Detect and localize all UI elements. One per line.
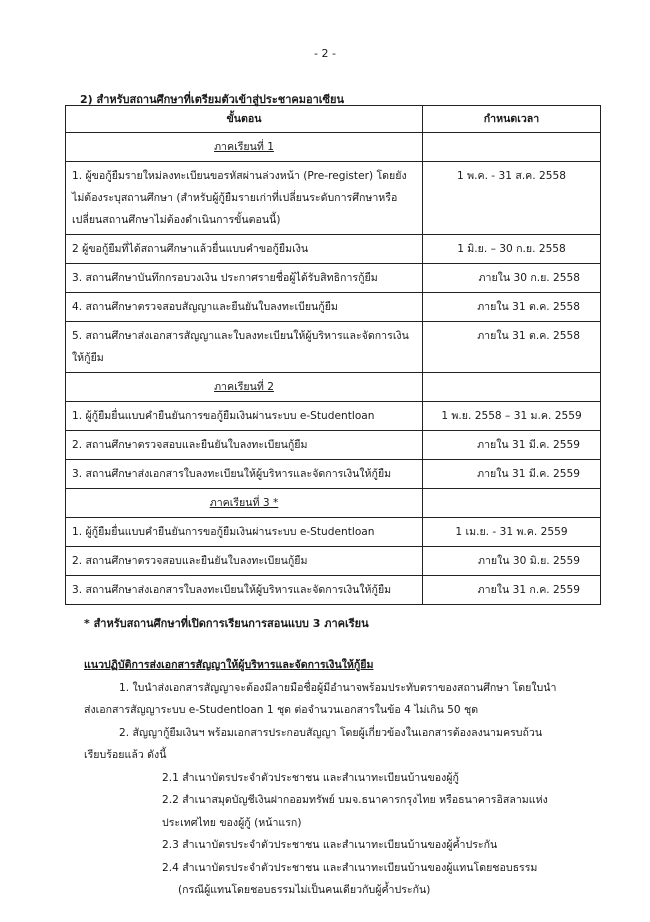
term-row: [66, 133, 601, 162]
step-cell: 1. ผู้กู้ยืมยื่นแบบคำยืนยันการขอกู้ยืมเงินผ่านระบบ e-Studentloan: [66, 402, 423, 431]
step-cell: 5. สถานศึกษาส่งเอกสารสัญญาและใบลงทะเบียนให้ผู้บริหารและจัดการเงินให้กู้ยืม: [66, 322, 423, 373]
time-cell: 1 พ.ย. 2558 – 31 ม.ค. 2559: [423, 402, 601, 431]
page-number: - 2 -: [314, 47, 336, 60]
step-cell: 2. สถานศึกษาตรวจสอบและยืนยันใบลงทะเบียนกู้ยืม: [66, 547, 423, 576]
time-cell: ภายใน 31 มี.ค. 2559: [423, 431, 601, 460]
table-row: [66, 431, 601, 460]
footnote: * สำหรับสถานศึกษาที่เปิดการเรียนการสอนแบบ 3 ภาคเรียน: [84, 617, 369, 630]
table-row: [66, 576, 601, 605]
time-cell: 1 พ.ค. - 31 ส.ค. 2558: [423, 162, 601, 235]
term-title: ภาคเรียนที่ 1: [66, 133, 423, 162]
guidelines-section: [84, 654, 564, 902]
table-row: [66, 460, 601, 489]
guideline-paragraph: 2. สัญญากู้ยืมเงินฯ พร้อมเอกสารประกอบสัญญา โดยผู้เกี่ยวข้องในเอกสารต้องลงนามครบถ้วนเรียบร้อยแล้ว ดังนี้: [84, 726, 543, 761]
step-cell: 3. สถานศึกษาส่งเอกสารใบลงทะเบียนให้ผู้บริหารและจัดการเงินให้กู้ยืม: [66, 576, 423, 605]
table-row: [66, 264, 601, 293]
step-cell: 4. สถานศึกษาตรวจสอบสัญญาและยืนยันใบลงทะเบียนกู้ยืม: [66, 293, 423, 322]
table-row: [66, 162, 601, 235]
time-cell: 1 เม.ย. - 31 พ.ค. 2559: [423, 518, 601, 547]
guideline-subitem: 2.1 สำเนาบัตรประจำตัวประชาชน และสำเนาทะเบียนบ้านของผู้กู้: [162, 771, 459, 784]
guidelines-title: แนวปฏิบัติการส่งเอกสารสัญญาให้ผู้บริหารและจัดการเงินให้กู้ยืม: [84, 659, 374, 671]
term-title: ภาคเรียนที่ 3 *: [66, 489, 423, 518]
header-time: กำหนดเวลา: [423, 106, 601, 133]
step-cell: 3. สถานศึกษาส่งเอกสารใบลงทะเบียนให้ผู้บริหารและจัดการเงินให้กู้ยืม: [66, 460, 423, 489]
step-cell: 2. สถานศึกษาตรวจสอบและยืนยันใบลงทะเบียนกู้ยืม: [66, 431, 423, 460]
term-row: [66, 489, 601, 518]
step-cell: 3. สถานศึกษาบันทึกกรอบวงเงิน ประกาศรายชื่อผู้ได้รับสิทธิการกู้ยืม: [66, 264, 423, 293]
table-row: [66, 322, 601, 373]
table-row: [66, 547, 601, 576]
step-cell: 2 ผู้ขอกู้ยืมที่ได้สถานศึกษาแล้วยื่นแบบคำขอกู้ยืมเงิน: [66, 235, 423, 264]
table-row: [66, 293, 601, 322]
time-cell: ภายใน 31 ต.ค. 2558: [423, 322, 601, 373]
table-row: [66, 235, 601, 264]
table-header-row: [66, 106, 601, 133]
table-row: [66, 402, 601, 431]
schedule-table: [65, 105, 601, 605]
time-cell: ภายใน 30 ก.ย. 2558: [423, 264, 601, 293]
time-cell: 1 มิ.ย. – 30 ก.ย. 2558: [423, 235, 601, 264]
step-cell: 1. ผู้กู้ยืมยื่นแบบคำยืนยันการขอกู้ยืมเงินผ่านระบบ e-Studentloan: [66, 518, 423, 547]
table-row: [66, 518, 601, 547]
time-cell: ภายใน 31 ต.ค. 2558: [423, 293, 601, 322]
section-heading: 2) สำหรับสถานศึกษาที่เตรียมตัวเข้าสู่ประชาคมอาเซียน: [80, 93, 344, 106]
guideline-subitem: 2.2 สำเนาสมุดบัญชีเงินฝากออมทรัพย์ บมจ.ธนาคารกรุงไทย หรือธนาคารอิสลามแห่งประเทศไทย ของผู้กู้ (หน้าแรก): [162, 794, 548, 829]
guideline-paragraph: 1. ใบนำส่งเอกสารสัญญาจะต้องมีลายมือชื่อผู้มีอำนาจพร้อมประทับตราของสถานศึกษา โดยใบนำส่งเอกสารสัญญาระบบ e-Studentloan 1 ชุด ต่อจำนวนเอกสารในข้อ 4 ไม่เกิน 50 ชุด: [84, 681, 557, 716]
guideline-subitem-note: (กรณีผู้แทนโดยชอบธรรมไม่เป็นคนเดียวกับผู้ค้ำประกัน): [178, 884, 431, 896]
guideline-subitem: 2.3 สำเนาบัตรประจำตัวประชาชน และสำเนาทะเบียนบ้านของผู้ค้ำประกัน: [162, 839, 498, 851]
term-title: ภาคเรียนที่ 2: [66, 373, 423, 402]
term-row: [66, 373, 601, 402]
guideline-subitem: 2.4 สำเนาบัตรประจำตัวประชาชน และสำเนาทะเบียนบ้านของผู้แทนโดยชอบธรรม: [162, 861, 538, 874]
header-step: ขั้นตอน: [66, 106, 423, 133]
time-cell: ภายใน 31 มี.ค. 2559: [423, 460, 601, 489]
time-cell: ภายใน 30 มิ.ย. 2559: [423, 547, 601, 576]
step-cell: 1. ผู้ขอกู้ยืมรายใหม่ลงทะเบียนขอรหัสผ่านล่วงหน้า (Pre-register) โดยยังไม่ต้องระบุสถานศึกษา (สำหรับผู้กู้ยืมรายเก่าที่เปลี่ยนระดับการศึกษาหรือเปลี่ยนสถานศึกษาไม่ต้องดำเนินการขั้นตอนนี้): [66, 162, 423, 235]
time-cell: ภายใน 31 ก.ค. 2559: [423, 576, 601, 605]
